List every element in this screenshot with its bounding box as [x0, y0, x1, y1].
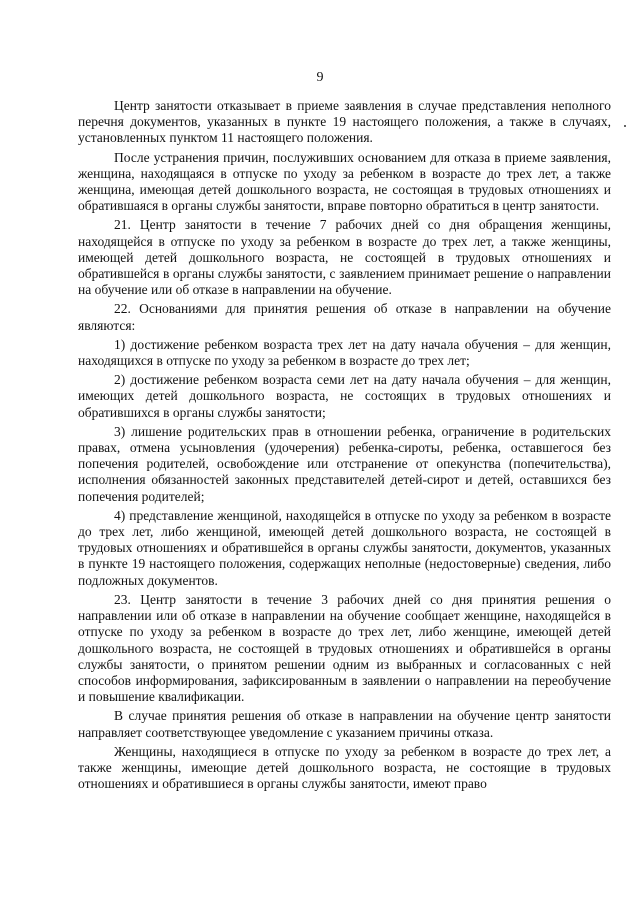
paragraph-clause-21: 21. Центр занятости в течение 7 рабочих дней со дня обращения женщины, находящейся в отпуске по уходу за ребенком в возрасте до трех лет, а также женщины, имеющей детей дошкольного возраста, не состоящей в трудовых отношениях и обратившейся в органы службы занятости, с заявлением принимает решение о направлении на обучение или об отказе в направлении на обучение. — [78, 217, 611, 298]
document-body — [78, 98, 611, 795]
paragraph-clause-22-item-2: 2) достижение ребенком возраста семи лет на дату начала обучения – для женщин, имеющих детей дошкольного возраста, не состоящих в трудовых отношениях и обратившихся в органы службы занятости; — [78, 372, 611, 420]
paragraph-clause-22-item-3: 3) лишение родительских прав в отношении ребенка, ограничение в родительских правах, отмена усыновления (удочерения) ребенка-сироты, ребенка, оставшегося без попечения родителей, освобождение или отстранение от опекунства (попечительства), исполнения обязанностей законных представителей детей-сирот и детей, оставшихся без попечения родителей; — [78, 423, 611, 504]
paragraph-rights: Женщины, находящиеся в отпуске по уходу за ребенком в возрасте до трех лет, а также женщины, имеющие детей дошкольного возраста, не состоящие в трудовых отношениях и обратившиеся в органы службы занятости, имеют право — [78, 743, 611, 792]
paragraph-refusal-incomplete-documents: Центр занятости отказывает в приеме заявления в случае представления неполного перечня документов, указанных в пункте 19 настоящего положения, а также в случаях, установленных пунктом 11 настоящего положения. — [78, 98, 611, 146]
paragraph-clause-22: 22. Основаниями для принятия решения об отказе в направлении на обучение являются: — [78, 301, 611, 333]
paragraph-clause-22-item-4: 4) представление женщиной, находящейся в отпуске по уходу за ребенком в возрасте до трех лет, либо женщиной, имеющей детей дошкольного возраста, не состоящей в трудовых отношениях и обратившейся в органы службы занятости, документов, указанных в пункте 19 настоящего положения, содержащих неполные (недостоверные) сведения, либо подложных документов. — [78, 507, 611, 588]
paragraph-refusal-notice: В случае принятия решения об отказе в направлении на обучение центр занятости направляет соответствующее уведомление с указанием причины отказа. — [78, 708, 611, 740]
page-number: 9 — [316, 70, 324, 85]
paragraph-clause-23: 23. Центр занятости в течение 3 рабочих дней со дня принятия решения о направлении или об отказе в направлении на обучение сообщает женщине, находящейся в отпуске по уходу за ребенком в возрасте до трех лет, либо женщине, имеющей детей дошкольного возраста, не состоящей в трудовых отношениях и обратившейся в органы службы занятости, о принятом решении одним из выбранных и согласованных с ней способов информирования, зафиксированным в заявлении о направлении на переобучение и повышение квалификации. — [78, 591, 611, 705]
paragraph-clause-22-item-1: 1) достижение ребенком возраста трех лет на дату начала обучения – для женщин, находящихся в отпуске по уходу за ребенком в возрасте до трех лет; — [78, 336, 611, 369]
paragraph-reapply: После устранения причин, послуживших основанием для отказа в приеме заявления, женщина, находящаяся в отпуске по уходу за ребенком в возрасте до трех лет, а также женщина, имеющая детей дошкольного возраста, не состоящая в трудовых отношениях и обратившаяся в органы службы занятости, вправе повторно обратиться в центр занятости. — [78, 149, 611, 214]
margin-mark — [624, 125, 626, 127]
